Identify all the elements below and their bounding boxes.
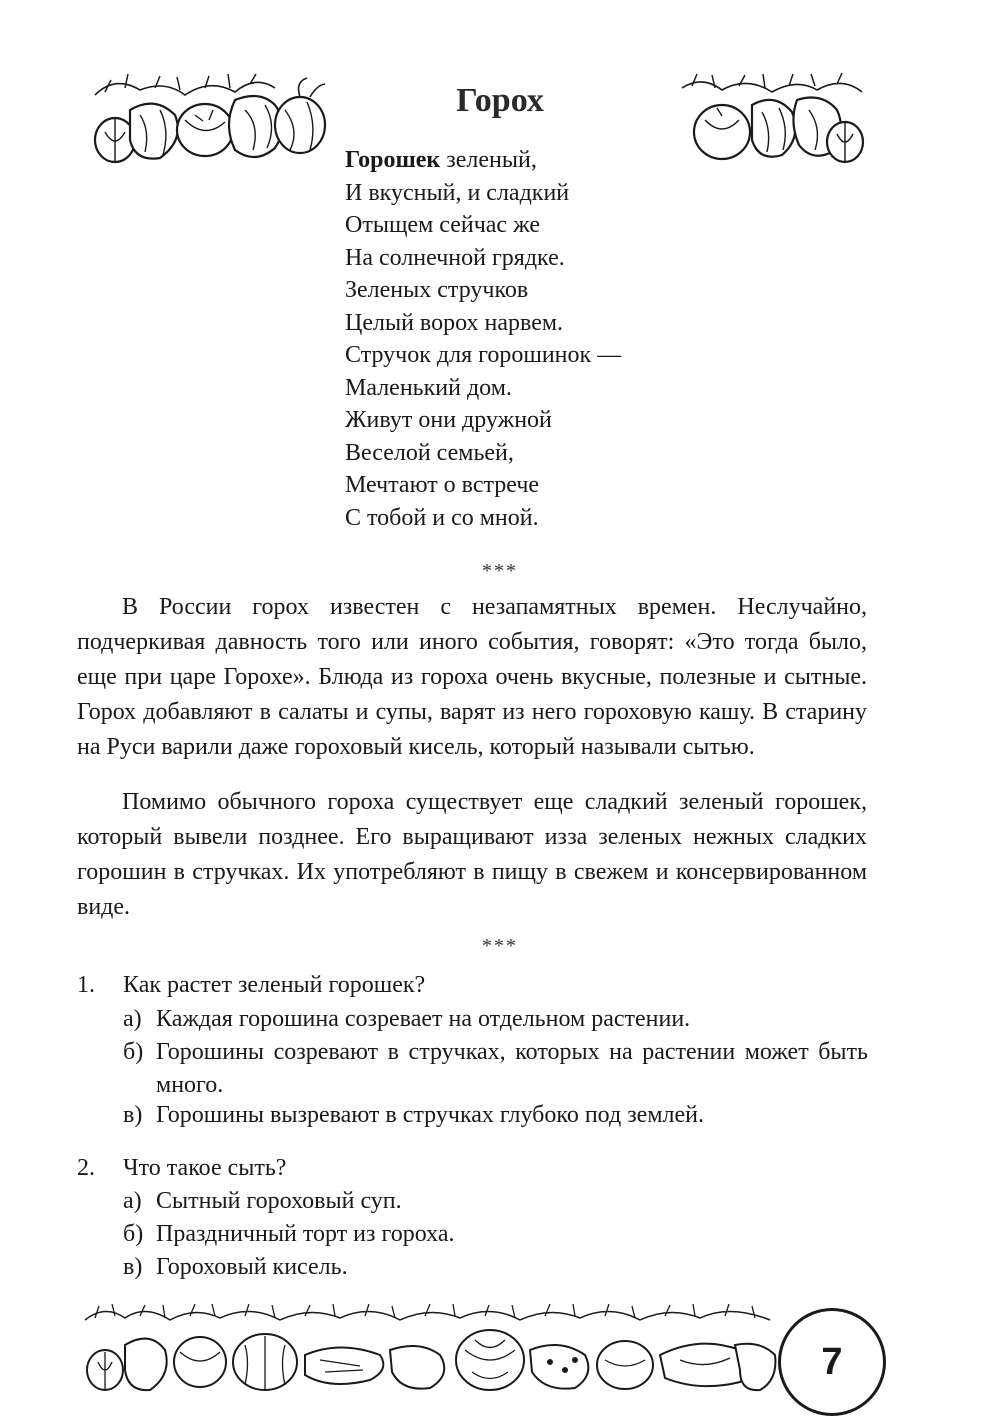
question-number: 1.	[77, 972, 95, 998]
option-letter: б)	[123, 1221, 144, 1247]
option-letter: в)	[123, 1254, 143, 1280]
answer-option	[123, 1003, 868, 1036]
poem-line: Маленький дом.	[345, 374, 512, 401]
option-text: Горошины созревают в стручках, которых на растении может быть много.	[156, 1039, 868, 1098]
question-number: 2.	[77, 1155, 95, 1181]
paragraph: Помимо обычного гороха существует еще сладкий зеленый горошек, который вывели позднее. Его выращивают изза зеленых нежных сладких горошин в стручках. Их употребляют в пищу в свежем и консервированном виде.	[77, 789, 867, 920]
poem-line: Живут они дружной	[345, 407, 552, 433]
answer-option	[123, 1036, 868, 1102]
paragraph: В России горох известен с незапамятных времен. Неслучайно, подчеркивая давность того или иного события, говорят: «Это тогда было, еще при царе Горохе». Блюда из гороха очень вкусные, полезные и сытные. Горох добавляют в салаты и супы, варят из него гороховую кашу. В старину на Руси варили даже гороховый кисель, который называли сытью.	[77, 594, 867, 760]
question-text: Как растет зеленый горошек?	[123, 972, 426, 998]
vegetables-border-icon	[80, 1300, 780, 1400]
question-text: Что такое сыть?	[123, 1155, 287, 1181]
answer-option	[123, 1099, 868, 1132]
option-letter: в)	[123, 1102, 143, 1128]
poem-line: Отыщем сейчас же	[345, 212, 540, 238]
option-letter: а)	[123, 1188, 142, 1214]
poem-line: Целый ворох нарвем.	[345, 309, 564, 336]
page-number: 7	[778, 1308, 886, 1416]
question-1	[77, 968, 425, 1003]
poem-line: Стручок для горошинок —	[345, 342, 622, 368]
answer-option	[123, 1185, 868, 1218]
option-text: Сытный гороховый суп.	[156, 1188, 402, 1214]
poem-line: На солнечной грядке.	[345, 244, 565, 271]
answer-option	[123, 1251, 868, 1284]
poem-bold-word: Горошек	[345, 147, 441, 173]
option-text: Каждая горошина созревает на отдельном растении.	[156, 1006, 691, 1032]
poem-line: Зеленых стручков	[345, 277, 529, 303]
section-separator: ***	[482, 935, 518, 957]
poem-line: Мечтают о встрече	[345, 472, 540, 498]
page-title: Горох	[456, 82, 544, 119]
option-text: Гороховый кисель.	[156, 1254, 348, 1280]
poem-line: С тобой и со мной.	[345, 504, 539, 531]
poem-line	[345, 144, 621, 177]
poem-line: Веселой семьей,	[345, 439, 514, 466]
poem-line: И вкусный, и сладкий	[345, 179, 570, 206]
question-2	[77, 1151, 286, 1186]
poem-line-text: зеленый,	[440, 147, 537, 173]
answer-option	[123, 1218, 868, 1251]
poem	[345, 144, 621, 534]
option-text: Горошины вызревают в стручках глубоко под землей.	[156, 1102, 704, 1128]
option-letter: б)	[123, 1039, 144, 1065]
option-letter: а)	[123, 1006, 142, 1032]
section-separator: ***	[482, 560, 518, 582]
option-text: Праздничный торт из гороха.	[156, 1221, 455, 1247]
